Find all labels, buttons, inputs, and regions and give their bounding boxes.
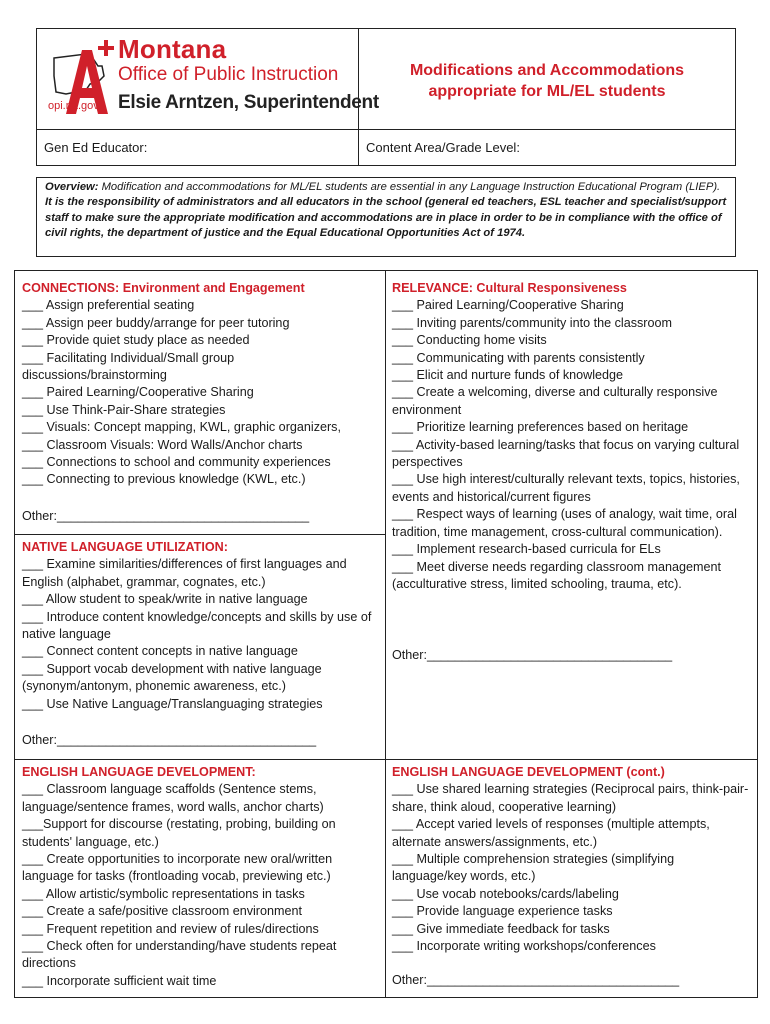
relevance-item[interactable]: ___ Inviting parents/community into the classroom — [392, 315, 672, 330]
overview-bold: It is the responsibility of administrators and all educators in the school (general ed teachers, ESL teacher and specialist/support staff to make sure the appropriate modification and accommodations are in place in order to be in compliance with the office of civil rights, the department of justice and the Equal Educational Opportunities Act of 1974. — [45, 196, 727, 240]
native-item[interactable]: ___ Examine similarities/differences of first languages and English (alphabet, grammar, cognates, etc.) — [22, 557, 347, 589]
connections-item[interactable]: ___ Visuals: Concept mapping, KWL, graphic organizers, — [22, 420, 341, 435]
relevance-section — [392, 280, 752, 593]
native-other-field[interactable]: Other:_____________________________________ — [22, 733, 317, 747]
page-title — [360, 60, 734, 102]
eld-cont-item[interactable]: ___ Incorporate writing workshops/conferences — [392, 939, 656, 954]
relevance-item[interactable]: ___ Conducting home visits — [392, 333, 547, 348]
overview-label: Overview: — [45, 181, 99, 193]
eld-cont-other-field[interactable]: Other:____________________________________ — [392, 973, 680, 987]
eld-cont-item[interactable]: ___ Provide language experience tasks — [392, 904, 613, 919]
connections-item[interactable]: ___ Assign preferential seating — [22, 298, 195, 313]
grid-divider-left — [14, 534, 385, 535]
connections-section — [22, 280, 382, 489]
connections-other-field[interactable]: Other:____________________________________ — [22, 509, 310, 523]
connections-item[interactable]: ___ Classroom Visuals: Word Walls/Anchor charts — [22, 437, 303, 452]
relevance-item[interactable]: ___ Create a welcoming, diverse and culturally responsive environment — [392, 385, 718, 417]
page-title-line2: appropriate for ML/EL students — [428, 83, 666, 100]
relevance-item[interactable]: ___ Prioritize learning preferences based on heritage — [392, 420, 689, 435]
eld-cont-heading: ENGLISH LANGUAGE DEVELOPMENT (cont.) — [392, 765, 665, 779]
eld-cont-item[interactable]: ___ Accept varied levels of responses (multiple attempts, alternate answers/assignments, etc.) — [392, 817, 710, 849]
content-area-grade-field[interactable]: Content Area/Grade Level: — [366, 140, 520, 155]
relevance-item[interactable]: ___ Activity-based learning/tasks that focus on varying cultural perspectives — [392, 437, 740, 470]
eld-item[interactable]: ___ Frequent repetition and review of rules/directions — [22, 921, 319, 936]
native-item[interactable]: ___ Introduce content knowledge/concepts and skills by use of native language — [22, 609, 372, 642]
native-item[interactable]: ___ Allow student to speak/write in native language — [22, 592, 308, 607]
connections-item[interactable]: ___ Assign peer buddy/arrange for peer tutoring — [22, 315, 290, 330]
relevance-item[interactable]: ___ Implement research-based curricula for ELs — [392, 542, 661, 557]
eld-item[interactable]: ___ Classroom language scaffolds (Sentence stems, language/sentence frames, word walls, anchor charts) — [22, 782, 324, 814]
connections-item[interactable]: ___ Connections to school and community experiences — [22, 455, 331, 470]
native-item[interactable]: ___ Connect content concepts in native language — [22, 644, 298, 659]
header-divider-horizontal — [36, 129, 736, 130]
grid-vertical-divider — [385, 270, 386, 998]
relevance-other-field[interactable]: Other:___________________________________ — [392, 648, 673, 662]
opi-logo — [46, 34, 379, 124]
gen-ed-educator-field[interactable]: Gen Ed Educator: — [44, 140, 148, 155]
eld-cont-item[interactable]: ___ Multiple comprehension strategies (simplifying language/key words, etc.) — [392, 852, 675, 884]
eld-item[interactable]: ___ Allow artistic/symbolic representations in tasks — [22, 886, 305, 901]
relevance-item[interactable]: ___ Respect ways of learning (uses of analogy, wait time, oral tradition, time management, cross-cultural communication). — [392, 507, 737, 539]
relevance-item[interactable]: ___ Paired Learning/Cooperative Sharing — [392, 298, 624, 313]
logo-superintendent: Elsie Arntzen, Superintendent — [118, 92, 379, 113]
eld-item[interactable]: ___Support for discourse (restating, probing, building on students' language, etc.) — [22, 817, 336, 849]
connections-item[interactable]: ___ Facilitating Individual/Small group discussions/brainstorming — [22, 350, 235, 383]
eld-cont-section — [392, 764, 752, 955]
logo-brand-sub: Office of Public Instruction — [118, 64, 339, 85]
eld-section — [22, 764, 382, 990]
relevance-item[interactable]: ___ Elicit and nurture funds of knowledge — [392, 368, 624, 383]
relevance-item[interactable]: ___ Meet diverse needs regarding classroom management (acculturative stress, limited schooling, trauma, etc). — [392, 559, 722, 591]
eld-heading: ENGLISH LANGUAGE DEVELOPMENT: — [22, 765, 256, 779]
page-title-line1: Modifications and Accommodations — [409, 62, 685, 79]
connections-item[interactable]: ___ Use Think-Pair-Share strategies — [22, 402, 226, 417]
eld-item[interactable]: ___ Check often for understanding/have students repeat directions — [22, 939, 337, 971]
eld-cont-item[interactable]: ___ Use shared learning strategies (Reciprocal pairs, think-pair-share, think aloud, cooperative learning) — [392, 782, 749, 814]
overview-intro: Modification and accommodations for ML/EL students are essential in any Language Instruction Educational Program (LIEP). — [98, 181, 721, 193]
connections-heading: CONNECTIONS: Environment and Engagement — [22, 281, 305, 295]
overview-box — [36, 177, 736, 257]
native-item[interactable]: ___ Support vocab development with native language (synonym/antonym, phonemic awareness, etc.) — [22, 661, 322, 694]
connections-item[interactable]: ___ Paired Learning/Cooperative Sharing — [22, 385, 254, 400]
connections-item[interactable]: ___ Connecting to previous knowledge (KWL, etc.) — [22, 472, 306, 487]
logo-brand-main: Montana — [118, 34, 227, 64]
eld-item[interactable]: ___ Create a safe/positive classroom environment — [22, 904, 303, 919]
relevance-item[interactable]: ___ Use high interest/culturally relevant texts, topics, histories, events and historical/current figures — [392, 472, 740, 504]
connections-item[interactable]: ___ Provide quiet study place as needed — [22, 333, 250, 348]
relevance-heading: RELEVANCE: Cultural Responsiveness — [392, 281, 627, 295]
native-language-heading: NATIVE LANGUAGE UTILIZATION: — [22, 540, 228, 554]
native-language-section — [22, 539, 382, 713]
eld-item[interactable]: ___ Incorporate sufficient wait time — [22, 973, 217, 988]
eld-item[interactable]: ___ Create opportunities to incorporate new oral/written language for tasks (frontloading vocab, previewing etc.) — [22, 852, 333, 884]
logo-url: opi.mt.gov — [48, 100, 99, 112]
relevance-item[interactable]: ___ Communicating with parents consistently — [392, 350, 645, 365]
native-item[interactable]: ___ Use Native Language/Translanguaging strategies — [22, 696, 323, 711]
grid-divider-bottom — [14, 759, 758, 760]
eld-cont-item[interactable]: ___ Give immediate feedback for tasks — [392, 921, 610, 936]
eld-cont-item[interactable]: ___ Use vocab notebooks/cards/labeling — [392, 886, 619, 901]
